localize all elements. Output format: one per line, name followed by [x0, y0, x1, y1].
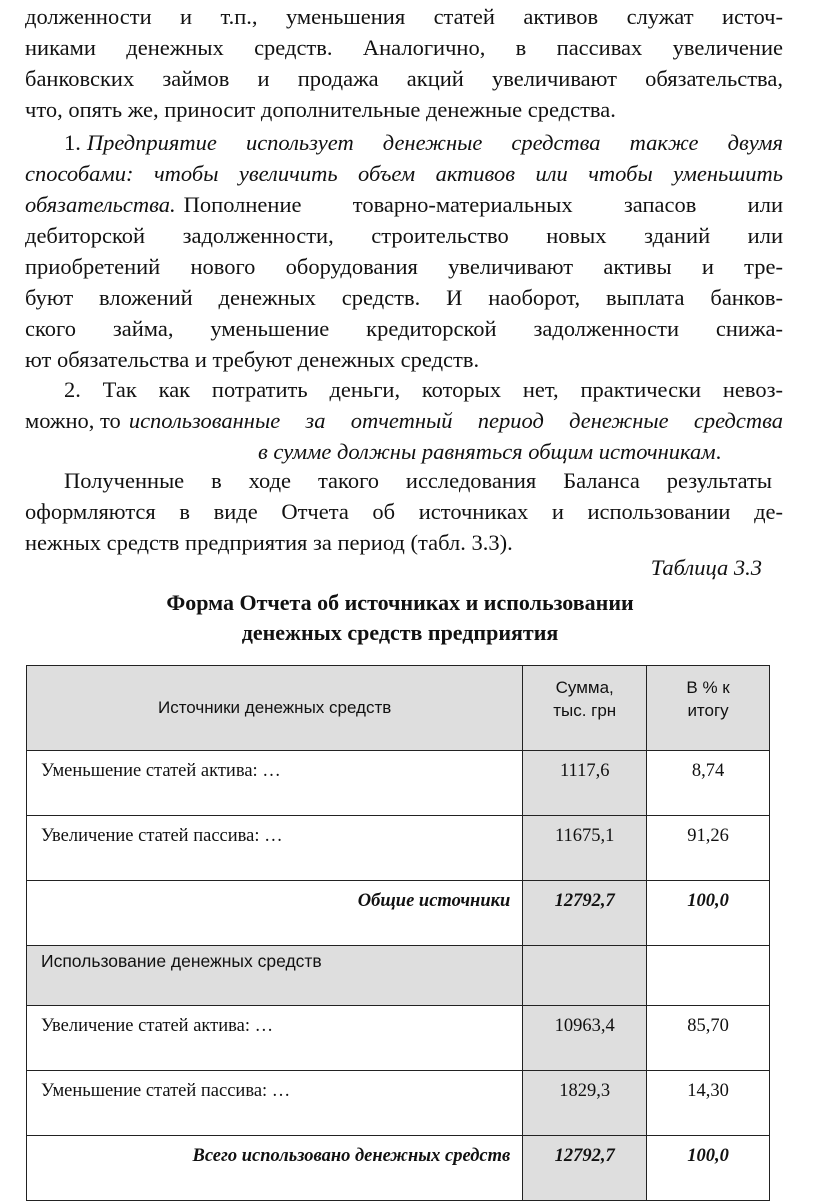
row-percent: 91,26 [647, 816, 770, 881]
paragraph-2-line-7: ского займа, уменьшение кредиторской задолженности снижа- [25, 316, 783, 341]
row-label: Общие источники [27, 881, 523, 946]
paragraph-3-line-3 [258, 439, 788, 465]
table-header-row [27, 666, 770, 751]
paragraph-3-italic: использованные за отчетный период денежные средства [128, 408, 783, 433]
table-caption: Таблица 3.3 [650, 555, 762, 580]
section-label: Использование денежных средств [27, 946, 523, 1006]
table-row [27, 1006, 770, 1071]
paragraph-1-line-2: никами денежных средств. Аналогично, в пассивах увеличение [25, 35, 783, 60]
table-row [27, 1071, 770, 1136]
paragraph-2-italic-3: обязательства. [25, 192, 176, 217]
paragraph-1-line-4: что, опять же, приносит дополнительные денежные средства. [25, 97, 616, 122]
header-percent-line-2: итогу [687, 701, 729, 720]
table-row [27, 816, 770, 881]
paragraph-1-line-1: долженности и т.п., уменьшения статей активов служат источ- [25, 4, 783, 29]
paragraph-2-line-5: приобретений нового оборудования увеличивают активы и тре- [25, 254, 783, 279]
table-title-line-2: денежных средств предприятия [241, 620, 559, 645]
row-sum [523, 946, 647, 1006]
paragraph-2-italic-1: Предприятие использует денежные средства также двумя [86, 130, 783, 155]
row-percent: 100,0 [647, 881, 770, 946]
paragraph-2-line-6: буют вложений денежных средств. И наоборот, выплата банков- [25, 285, 783, 310]
row-sum: 1829,3 [523, 1071, 647, 1136]
paragraph-2-line-1 [64, 130, 783, 156]
row-percent: 14,30 [647, 1071, 770, 1136]
row-percent: 85,70 [647, 1006, 770, 1071]
row-percent: 100,0 [647, 1136, 770, 1201]
paragraph-3-italic-2: в сумме должны равняться общим источникам [258, 439, 716, 464]
paragraph-4-line-2: оформляются в виде Отчета об источниках и использовании де- [25, 499, 783, 524]
row-sum: 10963,4 [523, 1006, 647, 1071]
paragraph-3-line-1: 2. Так как потратить деньги, которых нет, практически невоз- [64, 377, 783, 402]
row-label: Увеличение статей актива: … [27, 1006, 523, 1071]
paragraph-4-line-1: Полученные в ходе такого исследования Баланса результаты [64, 468, 772, 493]
sources-uses-table [26, 665, 770, 1201]
row-sum: 12792,7 [523, 1136, 647, 1201]
paragraph-2-number: 1. [64, 130, 81, 155]
paragraph-2-line-3 [25, 192, 783, 218]
header-sum-line-2: тыс. грн [553, 701, 617, 720]
row-label: Уменьшение статей пассива: … [27, 1071, 523, 1136]
paragraph-1-line-3: банковских займов и продажа акций увеличивают обязательства, [25, 66, 783, 91]
row-percent [647, 946, 770, 1006]
table-section-row [27, 946, 770, 1006]
row-sum: 11675,1 [523, 816, 647, 881]
row-percent: 8,74 [647, 751, 770, 816]
header-sum [523, 666, 647, 751]
row-label: Всего использовано денежных средств [27, 1136, 523, 1201]
paragraph-3-line-2 [25, 408, 783, 434]
table-row-total-uses [27, 1136, 770, 1201]
header-sources: Источники денежных средств [27, 666, 523, 751]
row-sum: 1117,6 [523, 751, 647, 816]
paragraph-2-line-2: способами: чтобы увеличить объем активов или чтобы уменьшить [25, 161, 783, 186]
header-percent-line-1: В % к [686, 678, 730, 697]
paragraph-3-period: . [715, 439, 722, 464]
paragraph-2-line-3-rest: Пополнение товарно-материальных запасов или [183, 192, 783, 217]
table-title-line-1: Форма Отчета об источниках и использовании [166, 590, 634, 615]
paragraph-2-line-4: дебиторской задолженности, строительство новых зданий или [25, 223, 783, 248]
paragraph-4-line-3: нежных средств предприятия за период (табл. 3.3). [25, 530, 513, 555]
paragraph-3-plain: можно, то [25, 408, 121, 433]
row-sum: 12792,7 [523, 881, 647, 946]
row-label: Уменьшение статей актива: … [27, 751, 523, 816]
header-percent [647, 666, 770, 751]
table-row-total-sources [27, 881, 770, 946]
header-sum-line-1: Сумма, [555, 678, 614, 697]
row-label: Увеличение статей пассива: … [27, 816, 523, 881]
table-row [27, 751, 770, 816]
paragraph-2-line-8: ют обязательства и требуют денежных средств. [25, 347, 480, 372]
